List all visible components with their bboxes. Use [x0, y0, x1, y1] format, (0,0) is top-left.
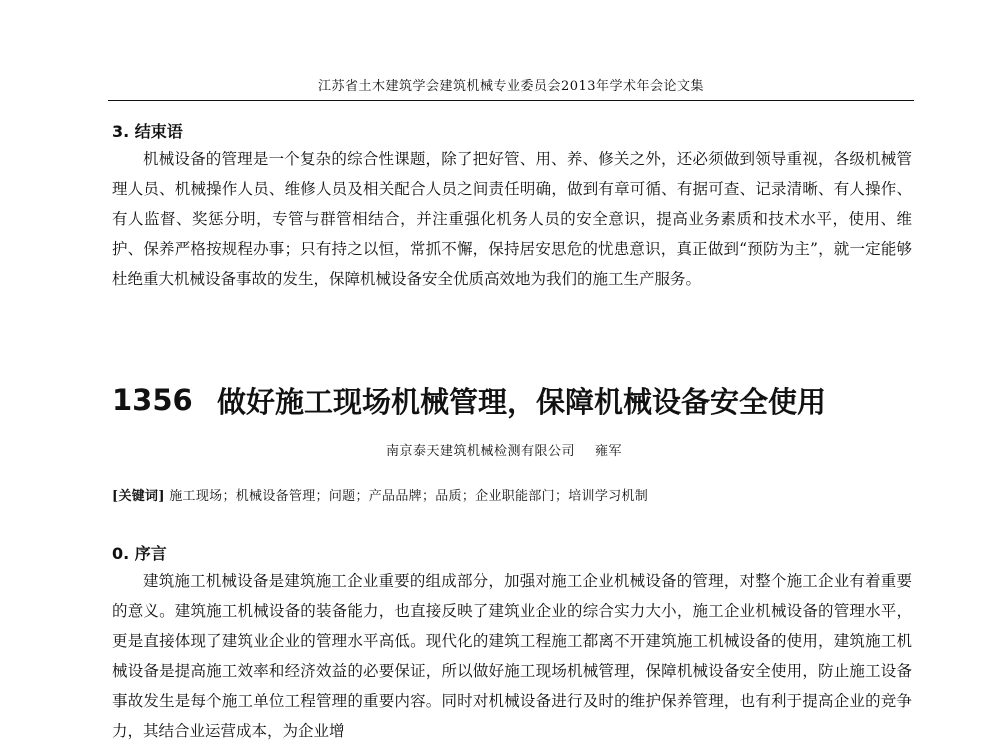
- keywords-text: 施工现场；机械设备管理；问题；产品品牌；品质；企业职能部门；培训学习机制: [169, 489, 649, 504]
- conclusion-paragraph: 机械设备的管理是一个复杂的综合性课题，除了把好管、用、养、修关之外，还必须做到领导重视，各级机械管理人员、机械操作人员、维修人员及相关配合人员之间责任明确，做到有章可循、有据可查、记录清晰、有人操作、有人监督、奖惩分明，专管与群管相结合，并注重强化机务人员的安全意识，提高业务素质和技术水平，使用、维护、保养严格按规程办事；只有持之以恒，常抓不懈，保持居安思危的忧患意识，真正做到“预防为主”，就一定能够杜绝重大机械设备事故的发生，保障机械设备安全优质高效地为我们的施工生产服务。: [112, 150, 912, 288]
- keywords-label: [关键词]: [112, 489, 165, 504]
- preface-heading: 0. 序言: [112, 544, 167, 563]
- conclusion-heading: 3. 结束语: [112, 122, 183, 141]
- author-name: 雍军: [595, 444, 623, 459]
- byline: [386, 443, 622, 461]
- running-header: 江苏省土木建筑学会建筑机械专业委员会2013年学术年会论文集: [317, 79, 705, 94]
- article-title-text: 做好施工现场机械管理，保障机械设备安全使用: [217, 384, 827, 419]
- preface-paragraph: 建筑施工机械设备是建筑施工企业重要的组成部分，加强对施工企业机械设备的管理，对整个施工企业有着重要的意义。建筑施工机械设备的装备能力，也直接反映了建筑业企业的综合实力大小，施工企业机械设备的管理水平，更是直接体现了建筑业企业的管理水平高低。现代化的建筑工程施工都离不开建筑施工机械设备的使用，建筑施工机械设备是提高施工效率和经济效益的必要保证，所以做好施工现场机械管理，保障机械设备安全使用，防止施工设备事故发生是每个施工单位工程管理的重要内容。同时对机械设备进行及时的维护保养管理，也有利于提高企业的竞争力，其结合业运营成本，为企业增: [112, 572, 912, 740]
- affiliation: 南京泰天建筑机械检测有限公司: [386, 444, 576, 459]
- header-rule: [108, 100, 914, 101]
- keywords-line: [112, 488, 648, 506]
- article-number: 1356: [112, 383, 193, 417]
- article-title: [112, 378, 826, 422]
